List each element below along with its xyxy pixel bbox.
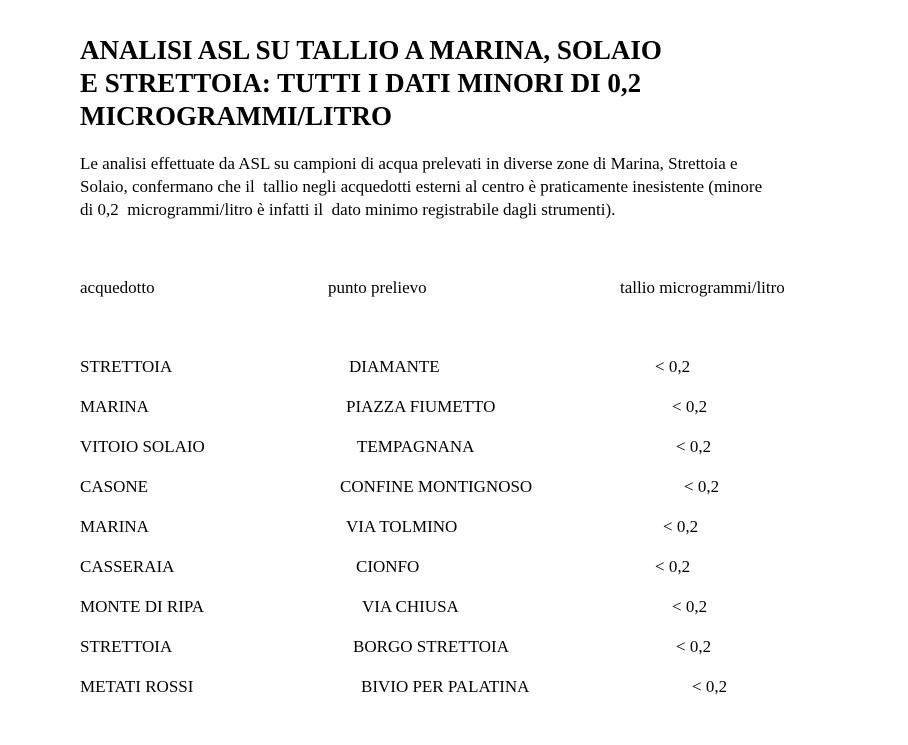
row-7-acquedotto: MONTE DI RIPA — [80, 597, 205, 616]
article-title — [80, 34, 840, 133]
row-2-valore: < 0,2 — [672, 397, 708, 416]
title-line-1: ANALISI ASL SU TALLIO A MARINA, SOLAIO — [80, 35, 662, 65]
row-3-valore: < 0,2 — [676, 437, 712, 456]
row-8-valore: < 0,2 — [676, 637, 712, 656]
header-punto-prelievo: punto prelievo — [328, 278, 427, 297]
intro-paragraph — [80, 152, 880, 221]
row-3-acquedotto: VITOIO SOLAIO — [80, 437, 205, 456]
title-line-2: E STRETTOIA: TUTTI I DATI MINORI DI 0,2 — [80, 68, 642, 98]
row-4-acquedotto: CASONE — [80, 477, 149, 496]
row-1-acquedotto: STRETTOIA — [80, 357, 173, 376]
row-6-acquedotto: CASSERAIA — [80, 557, 175, 576]
row-1-punto: DIAMANTE — [349, 357, 440, 376]
title-line-3: MICROGRAMMI/LITRO — [80, 101, 392, 131]
row-7-valore: < 0,2 — [672, 597, 708, 616]
row-5-valore: < 0,2 — [663, 517, 699, 536]
row-6-valore: < 0,2 — [655, 557, 691, 576]
row-7-punto: VIA CHIUSA — [362, 597, 459, 616]
row-4-valore: < 0,2 — [684, 477, 720, 496]
row-1-valore: < 0,2 — [655, 357, 691, 376]
row-5-acquedotto: MARINA — [80, 517, 149, 536]
row-9-valore: < 0,2 — [692, 677, 728, 696]
row-5-punto: VIA TOLMINO — [346, 517, 458, 536]
row-2-acquedotto: MARINA — [80, 397, 149, 416]
row-6-punto: CIONFO — [356, 557, 420, 576]
row-8-punto: BORGO STRETTOIA — [353, 637, 509, 656]
row-4-punto: CONFINE MONTIGNOSO — [340, 477, 533, 496]
row-2-punto: PIAZZA FIUMETTO — [346, 397, 496, 416]
row-9-acquedotto: METATI ROSSI — [80, 677, 194, 696]
row-8-acquedotto: STRETTOIA — [80, 637, 173, 656]
header-acquedotto: acquedotto — [80, 278, 155, 297]
row-3-punto: TEMPAGNANA — [357, 437, 475, 456]
intro-line-3: di 0,2 microgrammi/litro è infatti il dato minimo registrabile dagli strumenti). — [80, 200, 616, 219]
header-tallio: tallio microgrammi/litro — [620, 278, 785, 297]
intro-line-2: Solaio, confermano che il tallio negli acquedotti esterni al centro è praticamente inesistente (minore — [80, 177, 763, 196]
row-9-punto: BIVIO PER PALATINA — [361, 677, 530, 696]
intro-line-1: Le analisi effettuate da ASL su campioni di acqua prelevati in diverse zone di Marina, Strettoia e — [80, 154, 738, 173]
